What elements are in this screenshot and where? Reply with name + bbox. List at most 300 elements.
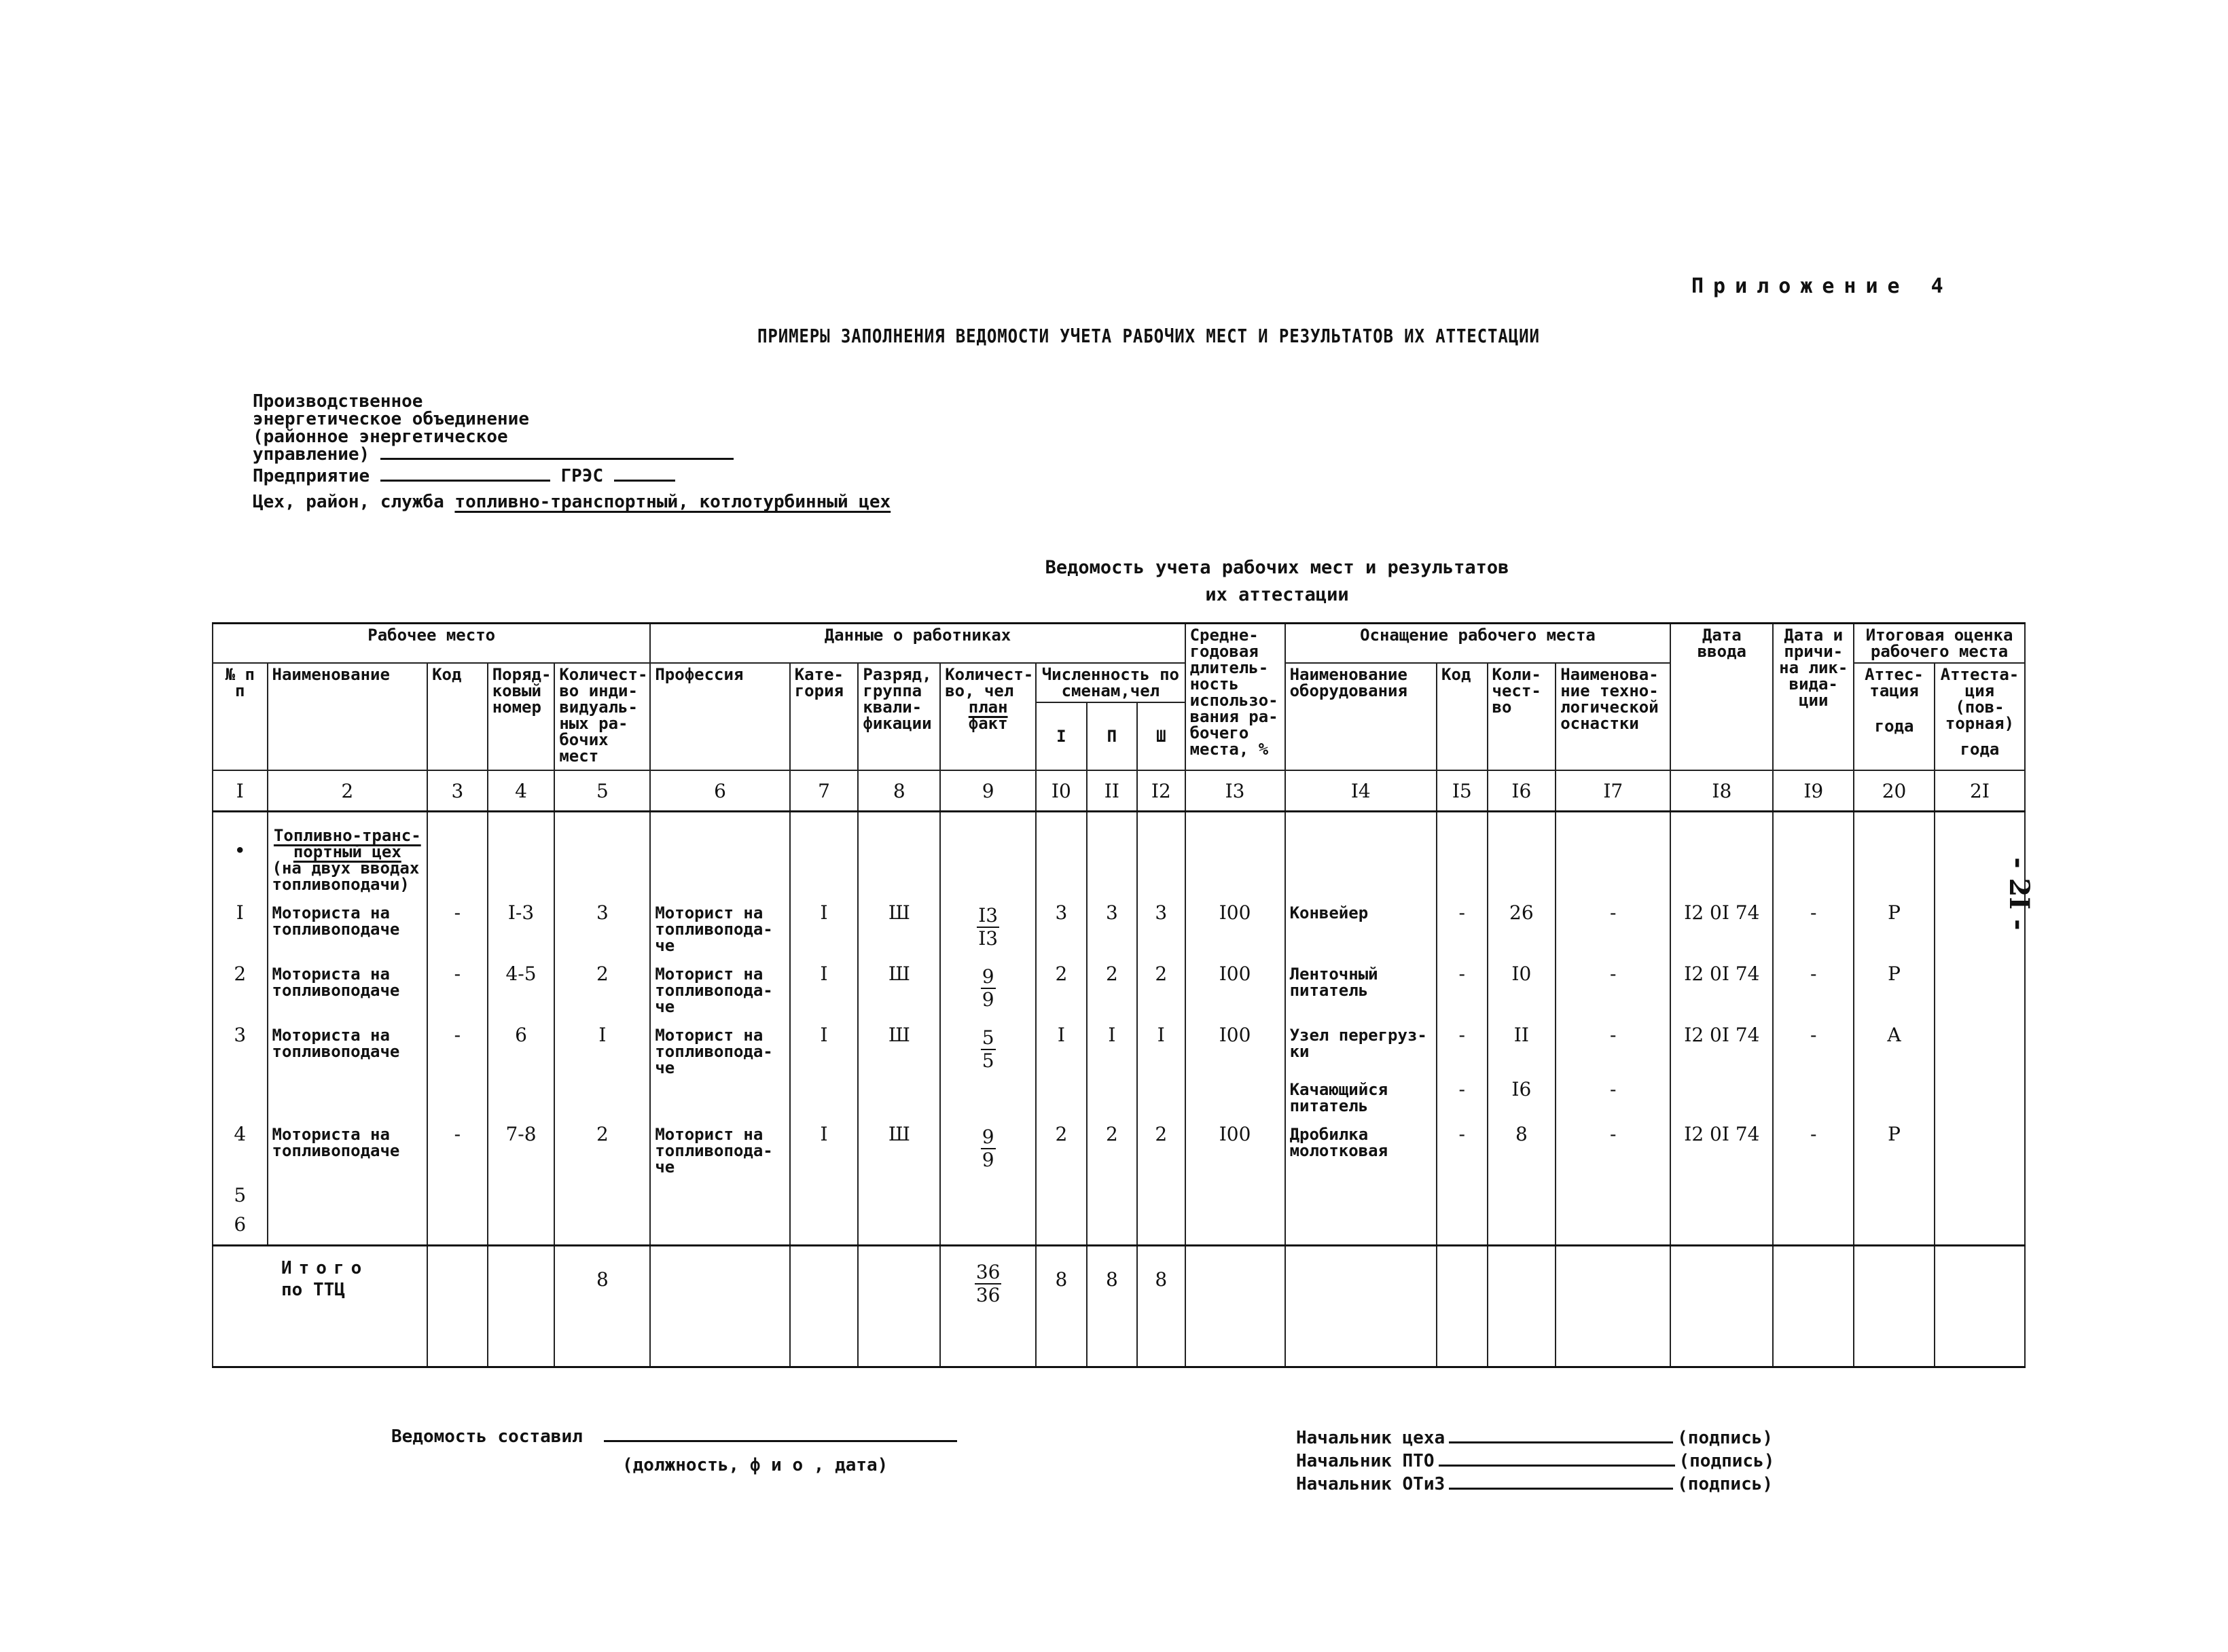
table-cell — [488, 812, 555, 896]
cell-text: I2 0I 74 — [1684, 963, 1760, 985]
cell-text: 6 — [515, 1024, 527, 1046]
enterprise-line: Предприятие ГРЭС — [253, 467, 891, 485]
cell-text: - — [1610, 1078, 1617, 1100]
column-number: 7 — [790, 770, 859, 812]
row-reattestation — [1935, 1018, 2025, 1079]
row-qty: $\frac{I3}{I3}$ — [940, 895, 1036, 956]
sign-head-pto: Начальник ПТО (подпись) — [1296, 1451, 1775, 1471]
table-cell — [1437, 812, 1487, 896]
row-seq — [488, 1079, 555, 1117]
cell-text: 2 — [1155, 1123, 1168, 1145]
cell-text: I — [1057, 1024, 1065, 1046]
table-cell — [554, 812, 650, 896]
row-util — [1185, 1207, 1285, 1245]
cell-text: - — [1810, 1123, 1817, 1145]
row-name — [268, 1207, 428, 1245]
cell-text: 2 — [596, 1123, 609, 1145]
row-seq — [488, 1207, 555, 1245]
column-number: I3 — [1185, 770, 1285, 812]
cell-text: 7-8 — [505, 1123, 537, 1145]
row-name: Моториста на топливоподаче — [268, 895, 428, 956]
column-number: 4 — [488, 770, 555, 812]
signatures-block — [1296, 1426, 1774, 1496]
row-shift-3 — [1137, 1079, 1185, 1117]
cell-text: I — [820, 901, 828, 924]
cell-text: I0 — [1511, 963, 1532, 985]
row-count — [554, 895, 650, 956]
sign-head-shop: Начальник цеха (подпись) — [1296, 1428, 1774, 1448]
row-equip-code — [1437, 1079, 1487, 1117]
row-name: Моториста на топливоподаче — [268, 956, 428, 1018]
row-equipment: Узел перегруз-ки — [1285, 1018, 1437, 1079]
row-date-liq — [1773, 1207, 1854, 1245]
column-number: I5 — [1437, 770, 1487, 812]
cell-text: - — [454, 1123, 461, 1145]
appendix-label: Приложение 4 — [1691, 274, 1953, 298]
row-seq — [488, 1117, 555, 1178]
header-final-assessment: Итоговая оценка рабочего места — [1854, 624, 2025, 664]
row-shift-3 — [1137, 956, 1185, 1018]
row-equipment: Дробилка молотковая — [1285, 1117, 1437, 1178]
header-qty: Количест-во, чел план факт — [940, 663, 1036, 770]
row-date-in — [1670, 956, 1773, 1018]
row-shift-1 — [1036, 1018, 1086, 1079]
row-grade — [858, 956, 940, 1018]
blank-line — [380, 458, 734, 460]
cell-text: I — [820, 1024, 828, 1046]
row-equipment: Качающийся питатель — [1285, 1079, 1437, 1117]
header-seq: Поряд-ковый номер — [488, 663, 555, 770]
blank-line — [614, 480, 675, 482]
cell-text: - — [1810, 901, 1817, 924]
row-name — [268, 1079, 428, 1117]
cell-text: - — [1610, 1123, 1617, 1145]
header-shift-2: П — [1087, 702, 1137, 770]
cell-text: 2 — [234, 963, 247, 985]
cell-text: 3 — [234, 1024, 247, 1046]
row-date-liq — [1773, 1178, 1854, 1207]
row-number — [213, 895, 268, 956]
table-cell — [1285, 812, 1437, 896]
row-reattestation — [1935, 1178, 2025, 1207]
cell-text: Ш — [888, 1123, 910, 1145]
row-date-in — [1670, 1018, 1773, 1079]
row-profession: Моторист на топливопода-че — [650, 956, 789, 1018]
row-count — [554, 1018, 650, 1079]
header-shift-1: I — [1036, 702, 1086, 770]
total-count: 8 — [596, 1268, 609, 1291]
header-workplace: Рабочее место — [213, 624, 650, 664]
row-count — [554, 1079, 650, 1117]
table-row — [213, 956, 2025, 1018]
cell-text: I00 — [1219, 1123, 1251, 1145]
column-number: I0 — [1036, 770, 1086, 812]
row-util — [1185, 1117, 1285, 1178]
table-body — [213, 812, 2025, 1246]
cell-text: II — [1513, 1024, 1529, 1046]
column-number: I2 — [1137, 770, 1185, 812]
row-tooling — [1556, 1207, 1670, 1245]
row-qty: $\frac{9}{9}$ — [940, 1117, 1036, 1178]
row-tooling — [1556, 895, 1670, 956]
cell-text: 26 — [1509, 901, 1534, 924]
row-number — [213, 1079, 268, 1117]
row-number — [213, 956, 268, 1018]
row-equip-qty — [1488, 1079, 1556, 1117]
row-shift-1 — [1036, 1178, 1086, 1207]
row-attestation — [1854, 1207, 1935, 1245]
row-tooling — [1556, 956, 1670, 1018]
row-profession: Моторист на топливопода-че — [650, 895, 789, 956]
cell-text: - — [454, 901, 461, 924]
header-date-in: Дата ввода — [1670, 624, 1773, 771]
cell-text: Ш — [888, 963, 910, 985]
row-equipment: Ленточный питатель — [1285, 956, 1437, 1018]
cell-text: - — [1458, 1078, 1466, 1100]
row-code — [427, 1117, 488, 1178]
cell-text: Ш — [888, 901, 910, 924]
cell-text: - — [1810, 1024, 1817, 1046]
header-tooling: Наименова-ние техно-логической оснастки — [1556, 663, 1670, 770]
cell-text: Ш — [888, 1024, 910, 1046]
row-seq — [488, 1178, 555, 1207]
row-category — [790, 895, 859, 956]
cell-text: 6 — [234, 1213, 247, 1236]
row-equip-qty — [1488, 1117, 1556, 1178]
row-grade — [858, 1178, 940, 1207]
row-date-in — [1670, 1178, 1773, 1207]
shop-value: топливно-транспортный, котлотурбинный цех — [454, 492, 891, 512]
row-category — [790, 1207, 859, 1245]
header-row-groups — [213, 624, 2025, 664]
total-qty: $\frac{36}{36}$ — [975, 1260, 1001, 1306]
row-equipment — [1285, 1178, 1437, 1207]
row-attestation — [1854, 1178, 1935, 1207]
header-shifts: Численность по сменам,чел — [1036, 663, 1185, 702]
table-cell — [1036, 812, 1086, 896]
row-code — [427, 956, 488, 1018]
cell-text: - — [1810, 963, 1817, 985]
table-cell — [1773, 812, 1854, 896]
row-shift-3 — [1137, 1117, 1185, 1178]
column-number: 2I — [1935, 770, 2025, 812]
org-line: управление) — [253, 446, 891, 463]
header-date-liq: Дата и причи-на лик-вида-ции — [1773, 624, 1854, 771]
cell-text: I00 — [1219, 1024, 1251, 1046]
cell-text: I-3 — [507, 901, 535, 924]
row-equip-code — [1437, 1207, 1487, 1245]
row-grade — [858, 1018, 940, 1079]
row-reattestation — [1935, 1117, 2025, 1178]
table-row — [213, 1079, 2025, 1117]
row-tooling — [1556, 1018, 1670, 1079]
table-cell — [1185, 812, 1285, 896]
column-number-row — [213, 770, 2025, 812]
total-label: Итого по ТТЦ — [213, 1245, 427, 1367]
column-number: II — [1087, 770, 1137, 812]
row-shift-1 — [1036, 1117, 1086, 1178]
row-tooling — [1556, 1079, 1670, 1117]
row-category — [790, 1079, 859, 1117]
header-profession: Профессия — [650, 663, 789, 770]
row-seq — [488, 895, 555, 956]
row-shift-1 — [1036, 895, 1086, 956]
cell-text: I — [1157, 1024, 1165, 1046]
row-profession — [650, 1079, 789, 1117]
cell-text: I — [820, 963, 828, 985]
org-line: Производственное — [253, 391, 423, 412]
cell-text: 2 — [1105, 1123, 1118, 1145]
cell-text: 2 — [1155, 963, 1168, 985]
table-cell — [427, 812, 488, 896]
cell-text: I00 — [1219, 963, 1251, 985]
cell-text: 4-5 — [505, 963, 537, 985]
header-avg-util: Средне-годовая длитель-ность использо-вания ра-бочего места, % — [1185, 624, 1285, 771]
column-number: I — [213, 770, 268, 812]
row-qty — [940, 1207, 1036, 1245]
row-date-liq — [1773, 956, 1854, 1018]
row-qty — [940, 1079, 1036, 1117]
table-cell — [1087, 812, 1137, 896]
row-tooling — [1556, 1117, 1670, 1178]
table-cell — [1854, 812, 1935, 896]
header-equip-qty: Коли-чест-во — [1488, 663, 1556, 770]
row-attestation — [1854, 1117, 1935, 1178]
total-row — [213, 1245, 2025, 1367]
cell-text: 2 — [1105, 963, 1118, 985]
row-shift-3 — [1137, 1178, 1185, 1207]
row-util — [1185, 1018, 1285, 1079]
column-number: 2 — [268, 770, 428, 812]
row-count — [554, 1117, 650, 1178]
cell-text: 3 — [1155, 901, 1168, 924]
cell-text: I2 0I 74 — [1684, 1123, 1760, 1145]
row-shift-2 — [1087, 1018, 1137, 1079]
section-row — [213, 812, 2025, 896]
row-category — [790, 956, 859, 1018]
row-equip-code — [1437, 895, 1487, 956]
column-number: 5 — [554, 770, 650, 812]
sign-head-otiz: Начальник ОТиЗ (подпись) — [1296, 1474, 1774, 1494]
header-num: № п п — [213, 663, 268, 770]
row-equip-qty — [1488, 956, 1556, 1018]
row-shift-2 — [1087, 1207, 1137, 1245]
cell-text: - — [454, 1024, 461, 1046]
table-cell — [1488, 812, 1556, 896]
header-equip-name: Наименование оборудования — [1285, 663, 1437, 770]
column-number: 9 — [940, 770, 1036, 812]
cell-text: - — [1458, 901, 1466, 924]
total-shift-1: 8 — [1055, 1268, 1068, 1291]
row-number — [213, 1018, 268, 1079]
column-number: 20 — [1854, 770, 1935, 812]
column-number: I9 — [1773, 770, 1854, 812]
row-number — [213, 1117, 268, 1178]
table-cell — [1670, 812, 1773, 896]
row-attestation — [1854, 956, 1935, 1018]
row-code — [427, 1178, 488, 1207]
row-shift-1 — [1036, 1079, 1086, 1117]
blank-line — [380, 480, 550, 482]
cell-text: - — [1610, 1024, 1617, 1046]
total-shift-3: 8 — [1155, 1268, 1168, 1291]
row-date-in — [1670, 1207, 1773, 1245]
row-attestation — [1854, 1079, 1935, 1117]
row-reattestation — [1935, 956, 2025, 1018]
cell-text: I — [236, 901, 244, 924]
row-qty: $\frac{5}{5}$ — [940, 1018, 1036, 1079]
cell-text: 2 — [1055, 963, 1068, 985]
row-shift-2 — [1087, 956, 1137, 1018]
table-cell — [940, 812, 1036, 896]
table-cell — [650, 812, 789, 896]
row-attestation — [1854, 1018, 1935, 1079]
table-row — [213, 1117, 2025, 1178]
workplace-register-table — [212, 622, 2026, 1368]
row-profession — [650, 1207, 789, 1245]
page-title: ПРИМЕРЫ ЗАПОЛНЕНИЯ ВЕДОМОСТИ УЧЕТА РАБОЧИХ МЕСТ И РЕЗУЛЬТАТОВ ИХ АТТЕСТАЦИИ — [757, 325, 1540, 347]
row-shift-3 — [1137, 895, 1185, 956]
header-code: Код — [427, 663, 488, 770]
column-number: I4 — [1285, 770, 1437, 812]
row-equip-qty — [1488, 1018, 1556, 1079]
cell-text: 2 — [596, 963, 609, 985]
row-attestation — [1854, 895, 1935, 956]
row-reattestation — [1935, 1207, 2025, 1245]
compiled-by-label: Ведомость составил — [391, 1426, 583, 1447]
row-shift-1 — [1036, 956, 1086, 1018]
row-qty: $\frac{9}{9}$ — [940, 956, 1036, 1018]
cell-text: 3 — [596, 901, 609, 924]
header-count-ind: Количест-во инди-видуаль-ных ра-бочих мест — [554, 663, 650, 770]
row-seq — [488, 1018, 555, 1079]
row-category — [790, 1018, 859, 1079]
cell-text: А — [1886, 1024, 1902, 1046]
compiled-caption: (должность, ф и о , дата) — [622, 1455, 888, 1475]
row-category — [790, 1117, 859, 1178]
row-count — [554, 1178, 650, 1207]
column-number: I6 — [1488, 770, 1556, 812]
cell-text: 3 — [1105, 901, 1118, 924]
row-grade — [858, 1207, 940, 1245]
column-number: 3 — [427, 770, 488, 812]
cell-text: - — [1610, 901, 1617, 924]
cell-text: - — [1458, 1024, 1466, 1046]
row-category — [790, 1178, 859, 1207]
row-code — [427, 895, 488, 956]
cell-text: I2 0I 74 — [1684, 1024, 1760, 1046]
row-qty — [940, 1178, 1036, 1207]
row-count — [554, 1207, 650, 1245]
table-cell — [858, 812, 940, 896]
cell-text: - — [454, 963, 461, 985]
row-reattestation — [1935, 1079, 2025, 1117]
header-attestation: Аттес-тация года — [1854, 663, 1935, 770]
row-code — [427, 1018, 488, 1079]
row-profession: Моторист на топливопода-че — [650, 1018, 789, 1079]
row-grade — [858, 1079, 940, 1117]
cell-text: I — [1108, 1024, 1116, 1046]
header-reattestation: Аттеста-ция (пов-торная) года — [1935, 663, 2025, 770]
page-number: - 2I - — [2003, 857, 2035, 931]
gres-label: ГРЭС — [560, 466, 604, 486]
header-shift-3: Ш — [1137, 702, 1185, 770]
row-grade — [858, 895, 940, 956]
section-bullet — [213, 812, 268, 896]
table-cell — [1137, 812, 1185, 896]
organization-block — [253, 393, 891, 511]
row-date-liq — [1773, 895, 1854, 956]
row-util — [1185, 1079, 1285, 1117]
table-row — [213, 1178, 2025, 1207]
cell-text: I6 — [1511, 1078, 1532, 1100]
row-profession — [650, 1178, 789, 1207]
header-category: Кате-гория — [790, 663, 859, 770]
row-equip-qty — [1488, 895, 1556, 956]
row-util — [1185, 895, 1285, 956]
cell-text: 5 — [234, 1184, 247, 1206]
row-equipment — [1285, 1207, 1437, 1245]
row-date-liq — [1773, 1018, 1854, 1079]
cell-text: 8 — [1515, 1123, 1528, 1145]
cell-text: Р — [1888, 901, 1901, 924]
column-number: I7 — [1556, 770, 1670, 812]
cell-text: Р — [1888, 1123, 1901, 1145]
row-equip-code — [1437, 1018, 1487, 1079]
cell-text: I — [598, 1024, 607, 1046]
table-row — [213, 1018, 2025, 1079]
cell-text: - — [1458, 963, 1466, 985]
row-tooling — [1556, 1178, 1670, 1207]
table-row — [213, 895, 2025, 956]
cell-text: I — [820, 1123, 828, 1145]
row-seq — [488, 956, 555, 1018]
row-count — [554, 956, 650, 1018]
row-profession: Моторист на топливопода-че — [650, 1117, 789, 1178]
header-name: Наименование — [268, 663, 428, 770]
row-shift-2 — [1087, 1079, 1137, 1117]
row-equip-code — [1437, 1117, 1487, 1178]
section-name: Топливно-транс- портный цех (на двух вводах топливоподачи) — [268, 812, 428, 896]
row-date-in — [1670, 895, 1773, 956]
row-shift-2 — [1087, 895, 1137, 956]
cell-text: I2 0I 74 — [1684, 901, 1760, 924]
column-number: I8 — [1670, 770, 1773, 812]
column-number: 6 — [650, 770, 789, 812]
header-equipment: Оснащение рабочего места — [1285, 624, 1671, 664]
row-equipment: Конвейер — [1285, 895, 1437, 956]
header-workers: Данные о работниках — [650, 624, 1185, 664]
cell-text: Р — [1888, 963, 1901, 985]
compiled-by-block — [391, 1426, 957, 1475]
cell-text: - — [1458, 1123, 1466, 1145]
row-shift-3 — [1137, 1207, 1185, 1245]
row-date-liq — [1773, 1079, 1854, 1117]
row-name: Моториста на топливоподаче — [268, 1117, 428, 1178]
row-equip-code — [1437, 956, 1487, 1018]
blank-line — [604, 1440, 957, 1442]
cell-text: • — [235, 841, 245, 860]
cell-text: I00 — [1219, 901, 1251, 924]
org-line: (районное энергетическое — [253, 427, 508, 447]
row-util — [1185, 1178, 1285, 1207]
row-number — [213, 1207, 268, 1245]
shop-line: Цех, район, служба топливно-транспортный, котлотурбинный цех — [253, 492, 891, 512]
row-date-liq — [1773, 1117, 1854, 1178]
header-equip-code: Код — [1437, 663, 1487, 770]
row-date-in — [1670, 1079, 1773, 1117]
row-shift-2 — [1087, 1178, 1137, 1207]
